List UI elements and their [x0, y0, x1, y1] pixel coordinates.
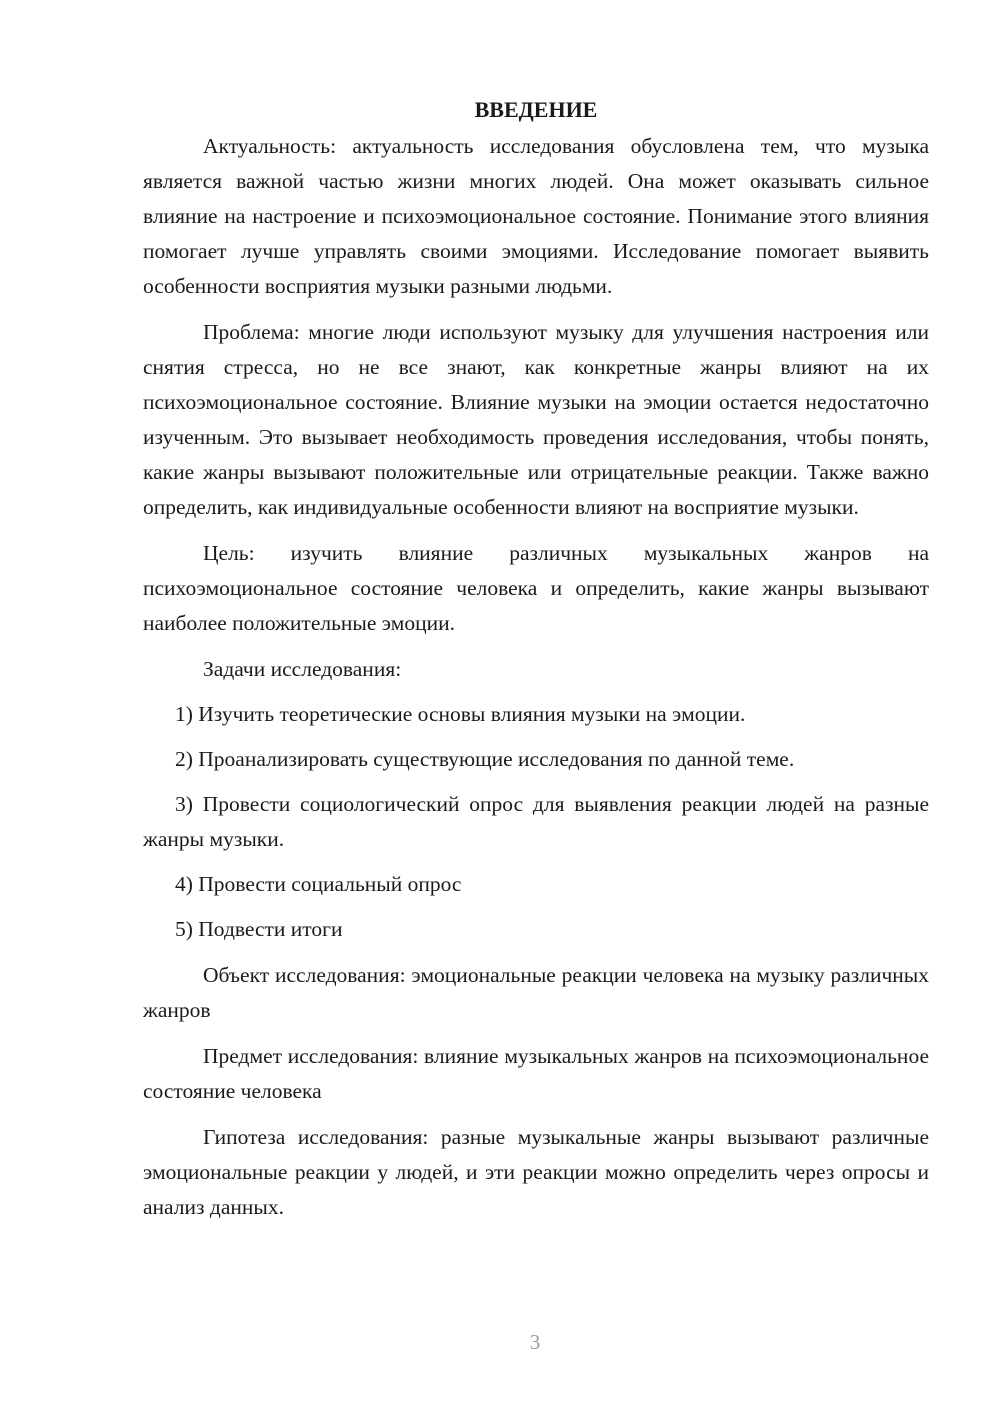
paragraph-object: Объект исследования: эмоциональные реакции человека на музыку различных жанров [143, 963, 929, 1022]
paragraph-subject: Предмет исследования: влияние музыкальных жанров на психоэмоциональное состояние человека [143, 1044, 929, 1103]
task-item-1: 1) Изучить теоретические основы влияния музыки на эмоции. [175, 702, 746, 726]
task-item-5: 5) Подвести итоги [175, 917, 343, 941]
page-number: 3 [529, 1330, 541, 1354]
paragraph-hypothesis: Гипотеза исследования: разные музыкальные жанры вызывают различные эмоциональные реакции у людей, и эти реакции можно определить через опросы и анализ данных. [143, 1125, 929, 1219]
paragraph-problem: Проблема: многие люди используют музыку для улучшения настроения или снятия стресса, но не все знают, как конкретные жанры влияют на их психоэмоциональное состояние. Влияние музыки на эмоции остается недостаточно изученным. Это вызывает необходимость проведения исследования, чтобы понять, какие жанры вызывают положительные или отрицательные реакции. Также важно определить, как индивидуальные особенности влияют на восприятие музыки. [143, 320, 929, 519]
section-heading: ВВЕДЕНИЕ [474, 97, 598, 122]
task-item-2: 2) Проанализировать существующие исследования по данной теме. [175, 747, 795, 771]
paragraph-relevance: Актуальность: актуальность исследования обусловлена тем, что музыка является важной частью жизни многих людей. Она может оказывать сильное влияние на настроение и психоэмоциональное состояние. Понимание этого влияния помогает лучше управлять своими эмоциями. Исследование помогает выявить особенности восприятия музыки разными людьми. [143, 134, 929, 298]
task-item-4: 4) Провести социальный опрос [175, 872, 462, 896]
task-item-3: 3) Провести социологический опрос для выявления реакции людей на разные жанры музыки. [143, 792, 929, 851]
paragraph-goal: Цель: изучить влияние различных музыкальных жанров на психоэмоциональное состояние человека и определить, какие жанры вызывают наиболее положительные эмоции. [143, 541, 929, 635]
tasks-heading: Задачи исследования: [203, 657, 402, 681]
document-page [143, 92, 929, 1225]
